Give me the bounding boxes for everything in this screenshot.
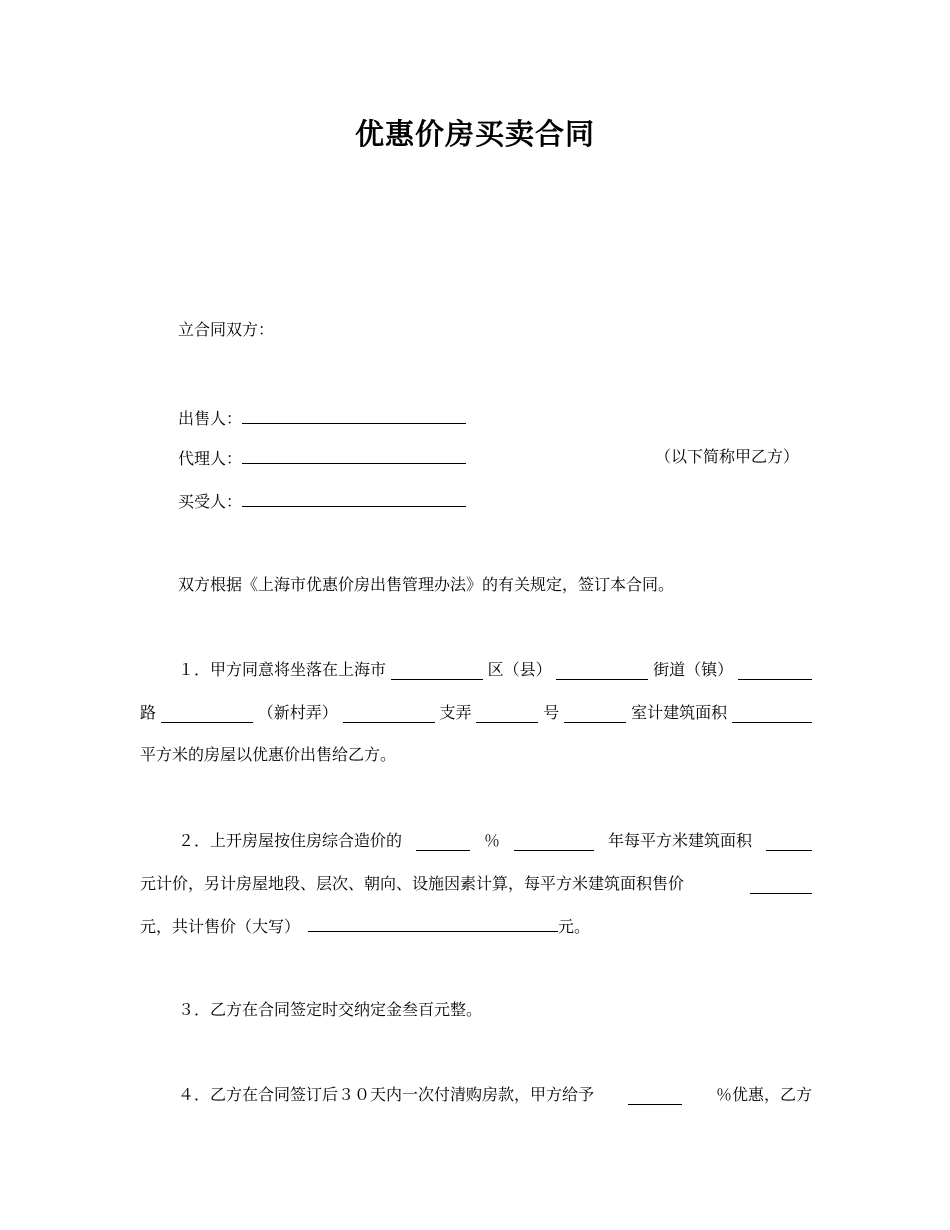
clause4-text-a: ４．乙方在合同签订后３０天内一次付清购房款，甲方给予 bbox=[178, 1085, 595, 1104]
clause2-text-a: ２．上开房屋按住房综合造价的 bbox=[178, 831, 403, 850]
year-blank[interactable] bbox=[514, 834, 594, 851]
clause2-line2 bbox=[140, 874, 812, 894]
discount-blank[interactable] bbox=[628, 1088, 682, 1105]
percent-blank[interactable] bbox=[416, 834, 470, 851]
clause2-line1 bbox=[178, 831, 812, 851]
clause1-text-g: 号 bbox=[543, 703, 560, 722]
clause1-text-b: 区（县） bbox=[487, 660, 552, 679]
clause2-text-d: 元计价，另计房屋地段、层次、朝向、设施因素计算，每平方米建筑面积售价 bbox=[140, 874, 685, 893]
document-title: 优惠价房买卖合同 bbox=[354, 117, 595, 151]
clause2-text-f: 元。 bbox=[558, 917, 591, 936]
clause1-line2 bbox=[140, 703, 812, 723]
clause1-text-h: 室计建筑面积 bbox=[631, 703, 728, 722]
unit-price-blank[interactable] bbox=[750, 877, 812, 894]
parties-intro: 立合同双方： bbox=[178, 320, 275, 339]
agent-blank[interactable] bbox=[242, 447, 466, 464]
clause1-line1 bbox=[178, 660, 812, 680]
clause1-text-a: １．甲方同意将坐落在上海市 bbox=[178, 660, 387, 679]
seller-blank[interactable] bbox=[242, 407, 466, 424]
clause1-text-f: 支弄 bbox=[439, 703, 472, 722]
area-blank[interactable] bbox=[732, 706, 812, 723]
agent-label: 代理人： bbox=[178, 449, 243, 468]
total-price-blank[interactable] bbox=[308, 915, 558, 932]
buyer-label: 买受人： bbox=[178, 492, 243, 511]
branch-lane-blank[interactable] bbox=[476, 706, 538, 723]
clause1-text-d: 路 bbox=[140, 703, 157, 722]
clause3: ３．乙方在合同签定时交纳定金叁百元整。 bbox=[178, 1000, 483, 1019]
road-name-blank[interactable] bbox=[161, 706, 253, 723]
buyer-blank[interactable] bbox=[242, 490, 466, 507]
basis-paragraph: 双方根据《上海市优惠价房出售管理办法》的有关规定，签订本合同。 bbox=[178, 575, 675, 594]
clause1-line3: 平方米的房屋以优惠价出售给乙方。 bbox=[140, 745, 397, 764]
seller-line bbox=[178, 407, 812, 429]
clause2-line3 bbox=[140, 915, 812, 937]
clause2-text-b: ％ bbox=[483, 831, 500, 850]
number-blank[interactable] bbox=[564, 706, 626, 723]
clause2-text-e: 元，共计售价（大写） bbox=[140, 917, 301, 936]
clause1-text-e: （新村弄） bbox=[257, 703, 338, 722]
street-blank[interactable] bbox=[556, 663, 648, 680]
lane-blank[interactable] bbox=[343, 706, 435, 723]
road-blank[interactable] bbox=[738, 663, 812, 680]
clause1-text-c: 街道（镇） bbox=[653, 660, 734, 679]
buyer-line bbox=[178, 490, 812, 512]
clause4-text-b: ％优惠，乙方 bbox=[715, 1085, 812, 1104]
clause4-line1 bbox=[178, 1085, 812, 1105]
parties-note: （以下简称甲乙方） bbox=[655, 447, 800, 466]
clause2-text-c: 年每平方米建筑面积 bbox=[607, 831, 752, 850]
cost-blank[interactable] bbox=[766, 834, 812, 851]
seller-label: 出售人： bbox=[178, 409, 243, 428]
district-blank[interactable] bbox=[391, 663, 483, 680]
